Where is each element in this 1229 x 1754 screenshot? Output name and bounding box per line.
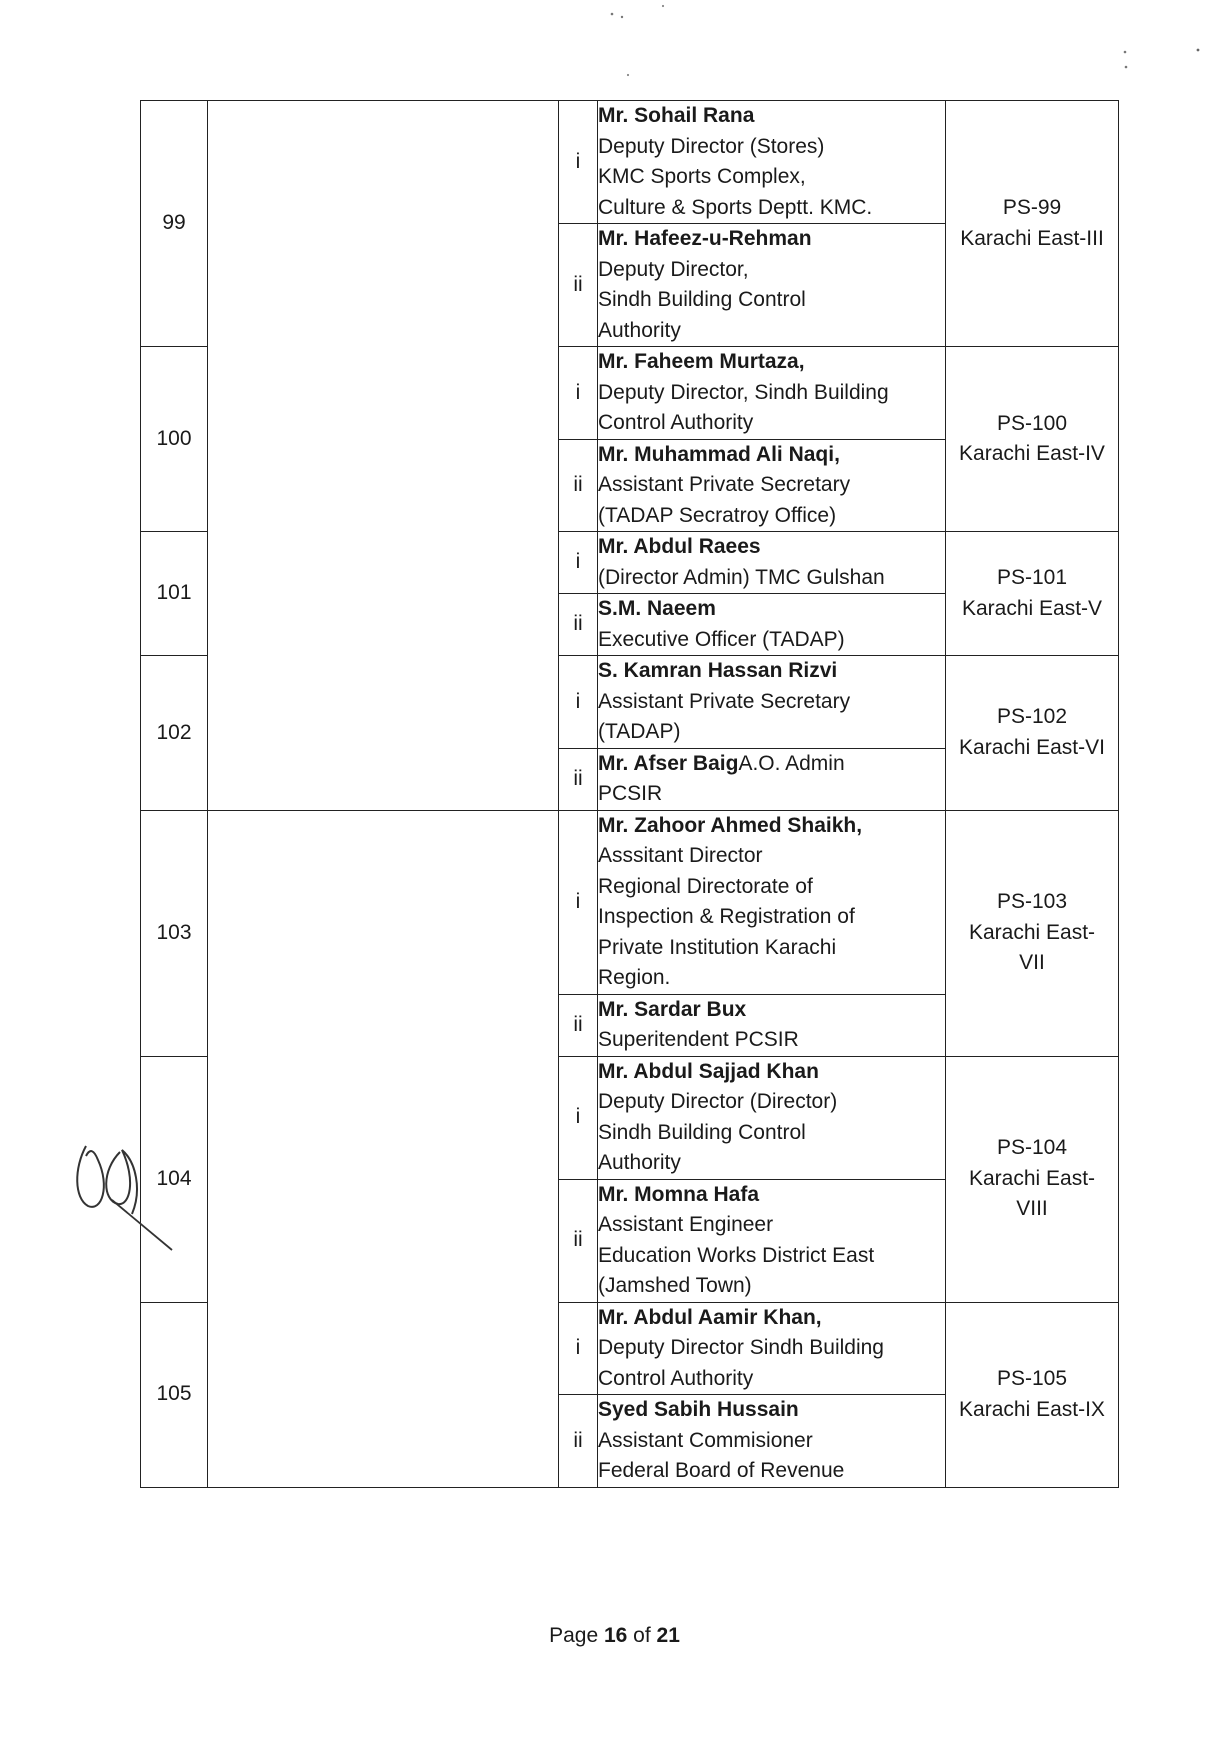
constituency-cell [946,532,1119,656]
officer-name-line [598,811,945,842]
serial-number-cell: 100 [141,347,208,532]
officer-name: Mr. Abdul Raees [598,535,761,558]
constituency-line: Karachi East- [968,1166,1096,1190]
constituency-line: Karachi East-IX [959,1397,1105,1421]
officer-name-suffix: A.O. Admin [738,751,845,775]
officer-name-line [598,224,945,255]
officer-roster-table [140,100,1119,1488]
officer-detail: Education Works District East [598,1243,875,1267]
officer-detail: Deputy Director Sindh Building [598,1336,884,1359]
officer-name-line [598,1057,945,1088]
roster-body [141,101,1119,1488]
constituency-line: PS-104 [996,1136,1068,1160]
officer-cell [598,1056,946,1179]
officer-name-line [598,594,945,625]
officer-name: Mr. Afser Baig [598,751,739,775]
constituency-cell [946,101,1119,347]
constituency-line: PS-101 [996,566,1068,589]
officer-detail: Assistant Private Secretary [598,473,851,496]
officer-detail: Private Institution Karachi [598,935,837,959]
serial-number-cell: 105 [141,1302,208,1487]
table-row [141,101,1119,224]
officer-cell [598,810,946,994]
officer-detail: (Jamshed Town) [598,1274,752,1297]
handwritten-signature [72,1140,192,1260]
constituency-line: Karachi East- [968,920,1096,944]
constituency-line: VIII [1016,1197,1048,1221]
officer-detail: Sindh Building Control [598,1120,806,1144]
constituency-cell [946,1056,1119,1302]
constituency-line: Karachi East-V [961,596,1103,620]
officer-name: Mr. Abdul Aamir Khan, [598,1305,822,1329]
sub-index-cell: i [559,532,598,594]
constituency-line: PS-100 [996,411,1068,435]
officer-detail: (TADAP) [598,720,681,743]
officer-detail: Assistant Engineer [598,1213,774,1236]
officer-detail: Authority [598,1151,681,1174]
officer-name: Mr. Sohail Rana [598,104,755,127]
sub-index-cell: i [559,656,598,749]
officer-name-line [598,749,945,780]
officer-name: Mr. Muhammad Ali Naqi, [598,442,840,466]
constituency-line: Karachi East-VI [959,735,1105,759]
constituency-cell [946,656,1119,811]
officer-cell [598,594,946,656]
constituency-line: PS-99 [1002,196,1062,219]
constituency-line: PS-103 [996,890,1068,914]
officer-name: Mr. Sardar Bux [598,997,747,1021]
officer-cell [598,1302,946,1395]
officer-name-line [598,440,945,471]
officer-name: Mr. Zahoor Ahmed Shaikh, [598,813,863,837]
officer-detail: (Director Admin) TMC Gulshan [598,565,885,589]
officer-cell [598,656,946,749]
sub-index-cell: ii [559,594,598,656]
constituency-line: Karachi East-IV [959,442,1105,465]
constituency-line: PS-102 [996,705,1068,729]
officer-name-line [598,1180,945,1211]
officer-detail: KMC Sports Complex, [598,165,806,188]
constituency-line: Karachi East-III [960,226,1104,250]
sub-index-cell: ii [559,994,598,1056]
officer-cell [598,994,946,1056]
sub-index-cell: ii [559,1179,598,1302]
officer-cell [598,439,946,532]
officer-cell [598,347,946,440]
serial-number-cell: 104 [141,1056,208,1302]
officer-detail: PCSIR [598,782,663,805]
footer-middle: of [627,1624,657,1647]
serial-number-cell: 101 [141,532,208,656]
sub-index-cell: ii [559,748,598,810]
footer-current-page: 16 [603,1624,628,1647]
officer-name-line [598,1303,945,1334]
serial-number-cell: 102 [141,656,208,811]
sub-index-cell: ii [559,1395,598,1488]
officer-name-line [598,347,945,378]
officer-name: S. Kamran Hassan Rizvi [598,659,838,682]
officer-name: Syed Sabih Hussain [598,1398,799,1421]
officer-name: Mr. Momna Hafa [598,1182,760,1206]
officer-detail: Deputy Director (Director) [598,1090,838,1113]
footer-prefix: Page [549,1624,604,1647]
sub-index-cell: ii [559,439,598,532]
officer-name: Mr. Abdul Sajjad Khan [598,1059,819,1083]
sub-index-cell: ii [559,224,598,347]
table-row [141,810,1119,994]
officer-detail: Assistant Commisioner [598,1428,813,1452]
officer-name: Mr. Hafeez-u-Rehman [598,227,812,250]
officer-name-line [598,1395,945,1426]
officer-detail: Sindh Building Control [598,288,806,311]
officer-detail: (TADAP Secratroy Office) [598,503,837,527]
sub-index-cell: i [559,347,598,440]
constituency-line: VII [1019,951,1045,975]
officer-cell [598,1395,946,1488]
blank-cell [208,810,559,1487]
officer-name: S.M. Naeem [598,597,716,620]
officer-detail: Culture & Sports Deptt. KMC. [598,195,873,219]
constituency-line: PS-105 [996,1367,1068,1390]
page-footer [0,1624,1229,1648]
officer-detail: Region. [598,966,671,989]
officer-name-line [598,995,945,1026]
constituency-cell [946,1302,1119,1487]
officer-detail: Authority [598,318,681,342]
constituency-cell [946,347,1119,532]
officer-cell [598,101,946,224]
officer-detail: Control Authority [598,1366,754,1390]
officer-name-line [598,101,945,132]
sub-index-cell: i [559,1302,598,1395]
officer-detail: Federal Board of Revenue [598,1459,845,1482]
officer-cell [598,1179,946,1302]
officer-detail: Regional Directorate of [598,874,813,898]
sub-index-cell: i [559,1056,598,1179]
officer-detail: Control Authority [598,411,754,434]
footer-total-pages: 21 [656,1624,680,1647]
officer-cell [598,224,946,347]
officer-detail: Inspection & Registration of [598,905,855,928]
officer-detail: Assistant Private Secretary [598,689,851,713]
officer-cell [598,748,946,810]
officer-detail: Deputy Director, [598,257,749,281]
officer-detail: Deputy Director (Stores) [598,134,825,158]
officer-name-line [598,656,945,687]
officer-detail: Superitendent PCSIR [598,1028,799,1051]
sub-index-cell: i [559,101,598,224]
officer-detail: Executive Officer (TADAP) [598,627,845,651]
serial-number-cell: 99 [141,101,208,347]
serial-number-cell: 103 [141,810,208,1056]
officer-detail: Asssitant Director [598,844,763,867]
officer-cell [598,532,946,594]
blank-cell [208,101,559,811]
sub-index-cell: i [559,810,598,994]
officer-name-line [598,532,945,563]
officer-detail: Deputy Director, Sindh Building [598,380,889,404]
constituency-cell [946,810,1119,1056]
officer-name: Mr. Faheem Murtaza, [598,350,805,373]
